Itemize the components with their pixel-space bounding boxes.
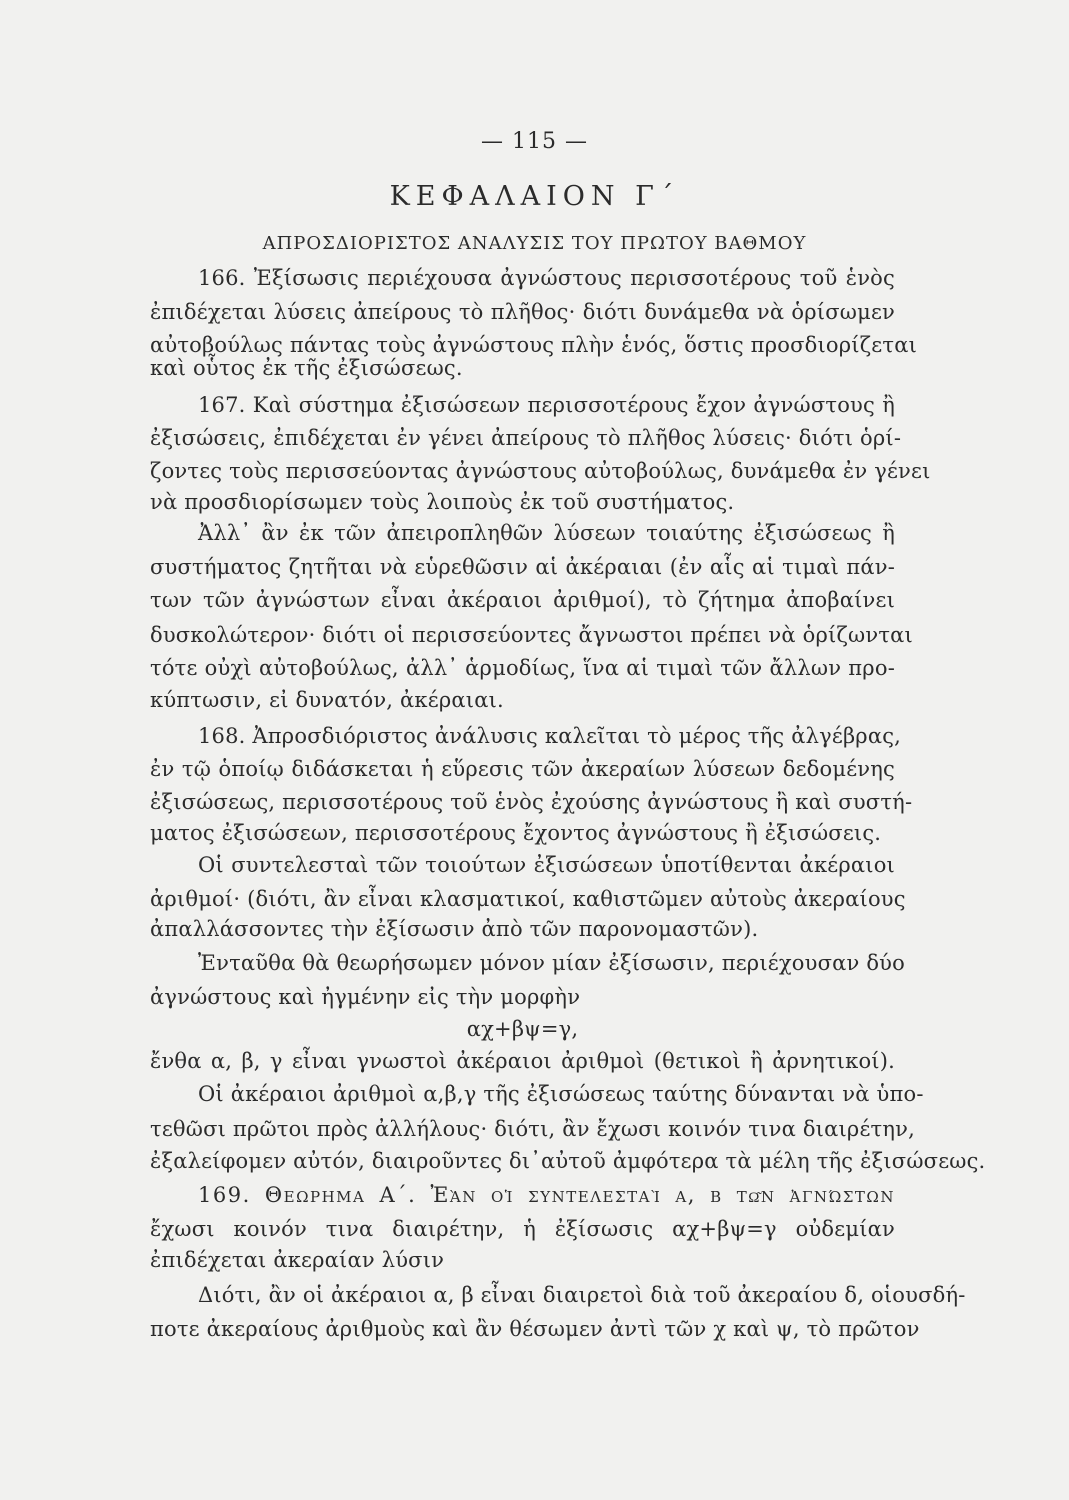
text-line: 166. Ἐξίσωσις περιέχουσα ἀγνώστους περισσοτέρους τοῦ ἑνὸς (198, 266, 895, 290)
text-line: αὐτοβούλως πάντας τοὺς ἀγνώστους πλὴν ἑνός, ὅστις προσδιορίζεται (150, 333, 918, 357)
text-line: ἀγνώστους καὶ ἠγμένην εἰς τὴν μορφὴν (150, 985, 581, 1009)
text-line: Ἀλλ᾿ ἂν ἐκ τῶν ἀπειροπληθῶν λύσεων τοιαύτης ἐξισώσεως ἢ (198, 521, 895, 545)
text-line: των τῶν ἀγνώστων εἶναι ἀκέραιοι ἀριθμοί), τὸ ζήτημα ἀποβαίνει (150, 588, 895, 612)
text-line: ματος ἐξισώσεων, περισσοτέρους ἔχοντος ἀγνώστους ἢ ἐξισώσεις. (150, 821, 882, 845)
text-line: ἐξισώσεως, περισσοτέρους τοῦ ἑνὸς ἐχούσης ἀγνώστους ἢ καὶ συστή- (150, 790, 913, 814)
text-line: καὶ οὗτος ἐκ τῆς ἐξισώσεως. (150, 356, 463, 380)
text-line: νὰ προσδιορίσωμεν τοὺς λοιποὺς ἐκ τοῦ συστήματος. (150, 490, 735, 514)
text-line: Οἱ ἀκέραιοι ἀριθμοὶ α,β,γ τῆς ἐξισώσεως ταύτης δύνανται νὰ ὑπο- (198, 1082, 924, 1106)
text-line: ἐξαλείφομεν αὐτόν, διαιροῦντες δι᾿αὐτοῦ ἀμφότερα τὰ μέλη τῆς ἐξισώσεως. (150, 1149, 986, 1173)
text-line: Οἱ συντελεσταὶ τῶν τοιούτων ἐξισώσεων ὑποτίθενται ἀκέραιοι (198, 853, 895, 877)
text-line: 167. Καὶ σύστημα ἐξισώσεων περισσοτέρους ἔχον ἀγνώστους ἢ (198, 393, 895, 417)
text-line: ἔνθα α, β, γ εἶναι γνωστοὶ ἀκέραιοι ἀριθμοὶ (θετικοὶ ἢ ἀρνητικοί). (150, 1049, 895, 1073)
text-line: Ἐνταῦθα θὰ θεωρήσωμεν μόνον μίαν ἐξίσωσιν, περιέχουσαν δύο (198, 951, 905, 975)
text-line: 168. Ἀπροσδιόριστος ἀνάλυσις καλεῖται τὸ μέρος τῆς ἀλγέβρας, (198, 724, 902, 748)
page-number: — 115 — (481, 129, 588, 154)
text-line: ἔχωσι κοινόν τινα διαιρέτην, ἡ ἐξίσωσις αχ+βψ=γ οὐδεμίαν (150, 1217, 895, 1241)
text-line: ἐξισώσεις, ἐπιδέχεται ἐν γένει ἀπείρους τὸ πλῆθος λύσεις· διότι ὁρί- (150, 426, 902, 450)
text-line: κύπτωσιν, εἰ δυνατόν, ἀκέραιαι. (150, 688, 504, 712)
chapter-title: ΚΕΦΑΛΑΙΟΝ Γ΄ (389, 181, 680, 212)
equation: αχ+βψ=γ, (466, 1017, 579, 1041)
text-line: δυσκολώτερον· διότι οἱ περισσεύοντες ἄγνωστοι πρέπει νὰ ὁρίζωνται (150, 623, 913, 647)
text-line: Διότι, ἂν οἱ ἀκέραιοι α, β εἶναι διαιρετοὶ διὰ τοῦ ἀκεραίου δ, οἱουσδή- (198, 1283, 966, 1307)
text-line: τότε οὐχὶ αὐτοβούλως, ἀλλ᾿ ἁρμοδίως, ἵνα αἱ τιμαὶ τῶν ἄλλων προ- (150, 656, 895, 680)
text-line: ἀπαλλάσσοντες τὴν ἐξίσωσιν ἀπὸ τῶν παρονομαστῶν). (150, 917, 759, 941)
chapter-subtitle: ΑΠΡΟΣΔΙΟΡΙΣΤΟΣ ΑΝΑΛΥΣΙΣ ΤΟΥ ΠΡΩΤΟΥ ΒΑΘΜΟΥ (262, 233, 807, 254)
text-line: τεθῶσι πρῶτοι πρὸς ἀλλήλους· διότι, ἂν ἔχωσι κοινόν τινα διαιρέτην, (150, 1117, 915, 1141)
text-line: συστήματος ζητῆται νὰ εὑρεθῶσιν αἱ ἀκέραιαι (ἐν αἷς αἱ τιμαὶ πάν- (150, 555, 895, 579)
text-line: ἐπιδέχεται ἀκεραίαν λύσιν (150, 1248, 445, 1272)
text-line: ἐπιδέχεται λύσεις ἀπείρους τὸ πλῆθος· διότι δυνάμεθα νὰ ὁρίσωμεν (150, 300, 895, 324)
text-line: ζοντες τοὺς περισσεύοντας ἀγνώστους αὐτοβούλως, δυνάμεθα ἐν γένει (150, 459, 931, 483)
text-line: ἐν τῷ ὁποίῳ διδάσκεται ἡ εὕρεσις τῶν ἀκεραίων λύσεων δεδομένης (150, 757, 895, 781)
text-line: ποτε ἀκεραίους ἀριθμοὺς καὶ ἂν θέσωμεν ἀντὶ τῶν χ καὶ ψ, τὸ πρῶτον (150, 1317, 920, 1341)
theorem-heading: 169. Θεωρημα Α΄. Ἐὰν οἱ συντελεσταὶ α, β τῶν ἀγνώστων (198, 1183, 895, 1207)
text-line: ἀριθμοί· (διότι, ἂν εἶναι κλασματικοί, καθιστῶμεν αὐτοὺς ἀκεραίους (150, 887, 906, 911)
